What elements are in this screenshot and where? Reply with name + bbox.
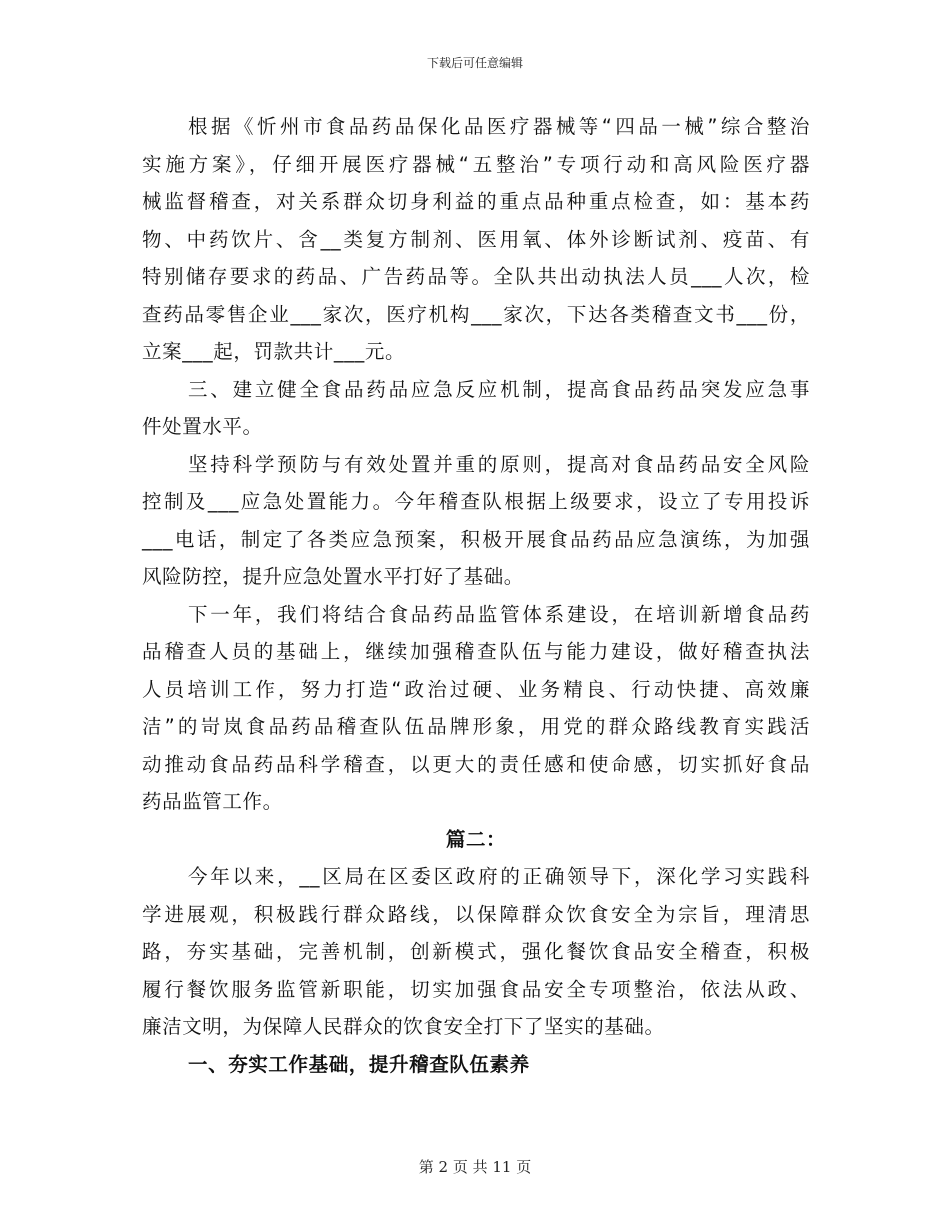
text-line: 实施方案》，仔细开展医疗器械“五整治”专项行动和高风险医疗器 (142, 152, 810, 176)
page-footer: 第 2 页 共 11 页 (418, 1158, 532, 1176)
part-two-heading: 篇二： (445, 827, 507, 851)
text-line: 动推动食品药品科学稽查，以更大的责任感和使命感，切实抓好食品 (142, 752, 810, 776)
section-heading-1: 一、夯实工作基础，提升稽查队伍素养 (188, 1052, 530, 1076)
text-line: ___电话，制定了各类应急预案，积极开展食品药品应急演练，为加强 (142, 527, 810, 551)
text-line: 今年以来，__区局在区委区政府的正确领导下，深化学习实践科 (188, 865, 810, 888)
text-line: 物、中药饮片、含__类复方制剂、医用氧、体外诊断试剂、疫苗、有 (142, 227, 810, 251)
text-line: 械监督稽查，对关系群众切身利益的重点品种重点检查，如：基本药 (142, 190, 810, 213)
page-header: 下载后可任意编辑 (426, 56, 523, 70)
text-line: 风险防控，提升应急处置水平打好了基础。 (142, 565, 524, 588)
text-line: 查药品零售企业___家次，医疗机构___家次，下达各类稽查文书___份， (142, 302, 810, 326)
text-line: 控制及___应急处置能力。今年稽查队根据上级要求，设立了专用投诉 (142, 490, 810, 513)
text-line: 特别储存要求的药品、广告药品等。全队共出动执法人员___人次，检 (142, 265, 810, 288)
text-line: 件处置水平。 (142, 415, 263, 438)
section-heading-3: 三、建立健全食品药品应急反应机制，提高食品药品突发应急事 (188, 377, 810, 401)
text-line: 路，夯实基础，完善机制，创新模式，强化餐饮食品安全稽查，积极 (142, 940, 810, 963)
text-line: 坚持科学预防与有效处置并重的原则，提高对食品药品安全风险 (188, 452, 810, 476)
text-line: 洁”的岢岚食品药品稽查队伍品牌形象，用党的群众路线教育实践活 (142, 715, 810, 738)
text-line: 廉洁文明，为保障人民群众的饮食安全打下了坚实的基础。 (142, 1015, 665, 1038)
text-line: 根据《忻州市食品药品保化品医疗器械等“四品一械”综合整治 (188, 115, 810, 138)
text-line: 履行餐饮服务监管新职能，切实加强食品安全专项整治，依法从政、 (142, 977, 810, 1001)
text-line: 人员培训工作，努力打造“政治过硬、业务精良、行动快捷、高效廉 (142, 677, 810, 701)
text-line: 品稽查人员的基础上，继续加强稽查队伍与能力建设，做好稽查执法 (142, 640, 810, 663)
text-line: 药品监管工作。 (142, 790, 283, 813)
text-line: 学进展观，积极践行群众路线，以保障群众饮食安全为宗旨，理清思 (142, 902, 810, 926)
text-line: 下一年，我们将结合食品药品监管体系建设，在培训新增食品药 (188, 602, 810, 626)
text-line: 立案___起，罚款共计___元。 (142, 340, 406, 363)
document-body (142, 108, 810, 1083)
